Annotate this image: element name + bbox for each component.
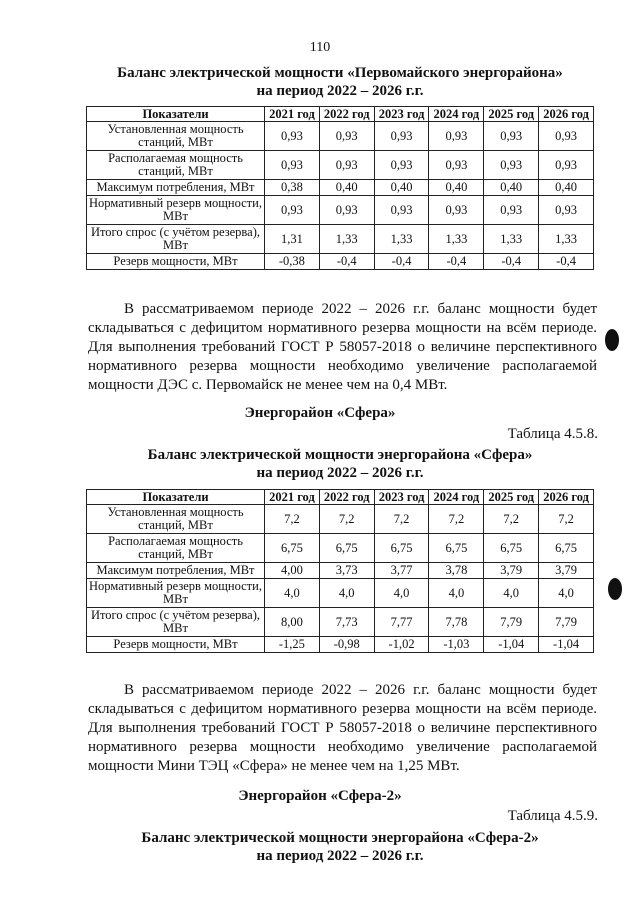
table2-row-label: Установленная мощность станций, МВт: [87, 505, 265, 534]
table2-header-year: 2026 год: [539, 490, 594, 505]
table2-cell-value: 7,2: [429, 505, 484, 534]
page-number: 110: [309, 40, 331, 55]
table1-cell-value: -0,4: [539, 254, 594, 270]
table1-cell-value: 0,93: [319, 151, 374, 180]
table2-cell-value: 6,75: [484, 534, 539, 563]
table2-header-year: 2023 год: [374, 490, 429, 505]
table2-cell-value: 7,73: [319, 608, 374, 637]
table1-cell-value: 0,93: [429, 151, 484, 180]
table1-header-year: 2024 год: [429, 107, 484, 122]
table2-cell-value: 6,75: [265, 534, 320, 563]
table2-cell-value: 4,0: [539, 579, 594, 608]
table2-cell-value: 3,73: [319, 563, 374, 579]
table2-cell-value: 6,75: [374, 534, 429, 563]
table2-cell-value: -1,25: [265, 637, 320, 653]
table1-cell-value: 0,93: [374, 196, 429, 225]
table1-cell-value: 0,38: [265, 180, 320, 196]
table2-cell-value: 4,0: [484, 579, 539, 608]
table1-header-indicators: Показатели: [87, 107, 265, 122]
table1-row: [87, 122, 594, 151]
table2-cell-value: 4,0: [374, 579, 429, 608]
table2-row-label: Располагаемая мощность станций, МВт: [87, 534, 265, 563]
table2-cell-value: 7,2: [374, 505, 429, 534]
table2-row: [87, 637, 594, 653]
table2-header-row: [87, 490, 594, 505]
table2-header-year: 2022 год: [319, 490, 374, 505]
table1-cell-value: 0,93: [429, 122, 484, 151]
table2-power-balance: [86, 489, 594, 653]
table2-cell-value: 7,2: [265, 505, 320, 534]
paragraph1-text: В рассматриваемом периоде 2022 – 2026 г.г. баланс мощности будет складываться с дефицитом нормативного резерва мощности на всём периоде. Для выполнения требований ГОСТ Р 58057-2018 о величине перспективного нормативного резерва мощности необходимо увеличение располагаемой мощности ДЭС с. Первомайск не менее чем на 0,4 МВт.: [88, 301, 597, 393]
table2-cell-value: 3,77: [374, 563, 429, 579]
table1-cell-value: 0,93: [539, 196, 594, 225]
table1-cell-value: 1,33: [429, 225, 484, 254]
table1-title-line1: Баланс электрической мощности «Первомайского энергорайона»: [117, 65, 563, 81]
table1-row-label: Итого спрос (с учётом резерва), МВт: [87, 225, 265, 254]
table1-cell-value: 0,40: [539, 180, 594, 196]
table3-title: [60, 829, 620, 865]
ink-blot: [605, 329, 619, 351]
table2-cell-value: 7,79: [484, 608, 539, 637]
table2-row: [87, 505, 594, 534]
table2-cell-value: 3,78: [429, 563, 484, 579]
table2-cell-value: 6,75: [539, 534, 594, 563]
table2-row: [87, 608, 594, 637]
table1-cell-value: 0,93: [484, 122, 539, 151]
table3-title-line1: Баланс электрической мощности энергорайона «Сфера-2»: [141, 830, 539, 846]
table2-row-label: Максимум потребления, МВт: [87, 563, 265, 579]
table1-row: [87, 151, 594, 180]
table1-cell-value: -0,38: [265, 254, 320, 270]
table1-cell-value: 0,93: [484, 196, 539, 225]
table1-header-row: [87, 107, 594, 122]
table1-cell-value: 0,40: [374, 180, 429, 196]
table2-cell-value: 3,79: [484, 563, 539, 579]
table1-header-year: 2021 год: [265, 107, 320, 122]
table2-cell-value: 7,77: [374, 608, 429, 637]
table2-cell-value: 4,0: [319, 579, 374, 608]
table2-title: [60, 446, 620, 482]
section-heading-sfera: Энергорайон «Сфера»: [244, 405, 396, 421]
table2-title-line2: на период 2022 – 2026 г.г.: [256, 465, 424, 481]
table2-cell-value: 7,2: [319, 505, 374, 534]
ink-blot: [608, 578, 622, 600]
table1-cell-value: 0,93: [539, 122, 594, 151]
table1-cell-value: -0,4: [319, 254, 374, 270]
table2-header-indicators: Показатели: [87, 490, 265, 505]
table1-cell-value: 0,93: [319, 196, 374, 225]
table2-cell-value: 8,00: [265, 608, 320, 637]
table1-row-label: Нормативный резерв мощности, МВт: [87, 196, 265, 225]
table3-caption: Таблица 4.5.9.: [507, 808, 598, 824]
table1-cell-value: 1,33: [539, 225, 594, 254]
table1-row-label: Резерв мощности, МВт: [87, 254, 265, 270]
table1-row: [87, 180, 594, 196]
table2-cell-value: 7,2: [484, 505, 539, 534]
paragraph1: [88, 300, 597, 395]
table1-cell-value: 0,93: [539, 151, 594, 180]
table1-cell-value: -0,4: [429, 254, 484, 270]
table2-cell-value: 6,75: [319, 534, 374, 563]
table1-title: [60, 64, 620, 100]
paragraph2: [88, 681, 597, 776]
table2-cell-value: 4,00: [265, 563, 320, 579]
table1-cell-value: 0,40: [319, 180, 374, 196]
table1-header-year: 2026 год: [539, 107, 594, 122]
table1-row: [87, 196, 594, 225]
table1-cell-value: 0,93: [374, 151, 429, 180]
table2-row: [87, 534, 594, 563]
section-heading-sfera-2: Энергорайон «Сфера-2»: [238, 788, 402, 804]
table1-cell-value: 1,33: [319, 225, 374, 254]
table2-header-year: 2021 год: [265, 490, 320, 505]
table2-row: [87, 579, 594, 608]
table1-cell-value: 0,93: [374, 122, 429, 151]
table1-cell-value: 0,93: [265, 196, 320, 225]
table1-cell-value: 0,40: [429, 180, 484, 196]
table2-cell-value: 7,79: [539, 608, 594, 637]
table1-cell-value: 0,93: [265, 122, 320, 151]
table1-cell-value: 0,40: [484, 180, 539, 196]
table2-cell-value: -1,03: [429, 637, 484, 653]
table1-cell-value: -0,4: [374, 254, 429, 270]
table2-cell-value: -0,98: [319, 637, 374, 653]
table2-row-label: Итого спрос (с учётом резерва), МВт: [87, 608, 265, 637]
table1-header-year: 2025 год: [484, 107, 539, 122]
table2-cell-value: 7,2: [539, 505, 594, 534]
table3-title-line2: на период 2022 – 2026 г.г.: [256, 848, 424, 864]
table1-cell-value: 0,93: [265, 151, 320, 180]
table1-row-label: Установленная мощность станций, МВт: [87, 122, 265, 151]
table2-cell-value: 4,0: [429, 579, 484, 608]
table1-header-year: 2023 год: [374, 107, 429, 122]
table1-row-label: Располагаемая мощность станций, МВт: [87, 151, 265, 180]
table1-cell-value: 1,33: [374, 225, 429, 254]
table2-title-line1: Баланс электрической мощности энергорайона «Сфера»: [147, 447, 533, 463]
table1-cell-value: 0,93: [429, 196, 484, 225]
table1-row-label: Максимум потребления, МВт: [87, 180, 265, 196]
table1-cell-value: 1,33: [484, 225, 539, 254]
table2-row: [87, 563, 594, 579]
table1-row: [87, 225, 594, 254]
table2-cell-value: -1,04: [484, 637, 539, 653]
table2-cell-value: 7,78: [429, 608, 484, 637]
table2-cell-value: 4,0: [265, 579, 320, 608]
table1-cell-value: 0,93: [484, 151, 539, 180]
table1-title-line2: на период 2022 – 2026 г.г.: [256, 83, 424, 99]
table2-header-year: 2025 год: [484, 490, 539, 505]
table2-header-year: 2024 год: [429, 490, 484, 505]
paragraph2-text: В рассматриваемом периоде 2022 – 2026 г.г. баланс мощности будет складываться с дефицитом нормативного резерва мощности на всём периоде. Для выполнения требований ГОСТ Р 58057-2018 о величине перспективного нормативного резерва мощности необходимо увеличение располагаемой мощности Мини ТЭЦ «Сфера» не менее чем на 1,25 МВт.: [88, 682, 597, 774]
table1-header-year: 2022 год: [319, 107, 374, 122]
table1-power-balance: [86, 106, 594, 270]
table2-cell-value: -1,02: [374, 637, 429, 653]
table1-cell-value: 0,93: [319, 122, 374, 151]
table2-row-label: Резерв мощности, МВт: [87, 637, 265, 653]
table2-cell-value: 3,79: [539, 563, 594, 579]
table2-cell-value: 6,75: [429, 534, 484, 563]
table1-cell-value: -0,4: [484, 254, 539, 270]
table2-caption: Таблица 4.5.8.: [507, 426, 598, 442]
table2-cell-value: -1,04: [539, 637, 594, 653]
table1-row: [87, 254, 594, 270]
table1-cell-value: 1,31: [265, 225, 320, 254]
table2-row-label: Нормативный резерв мощности, МВт: [87, 579, 265, 608]
